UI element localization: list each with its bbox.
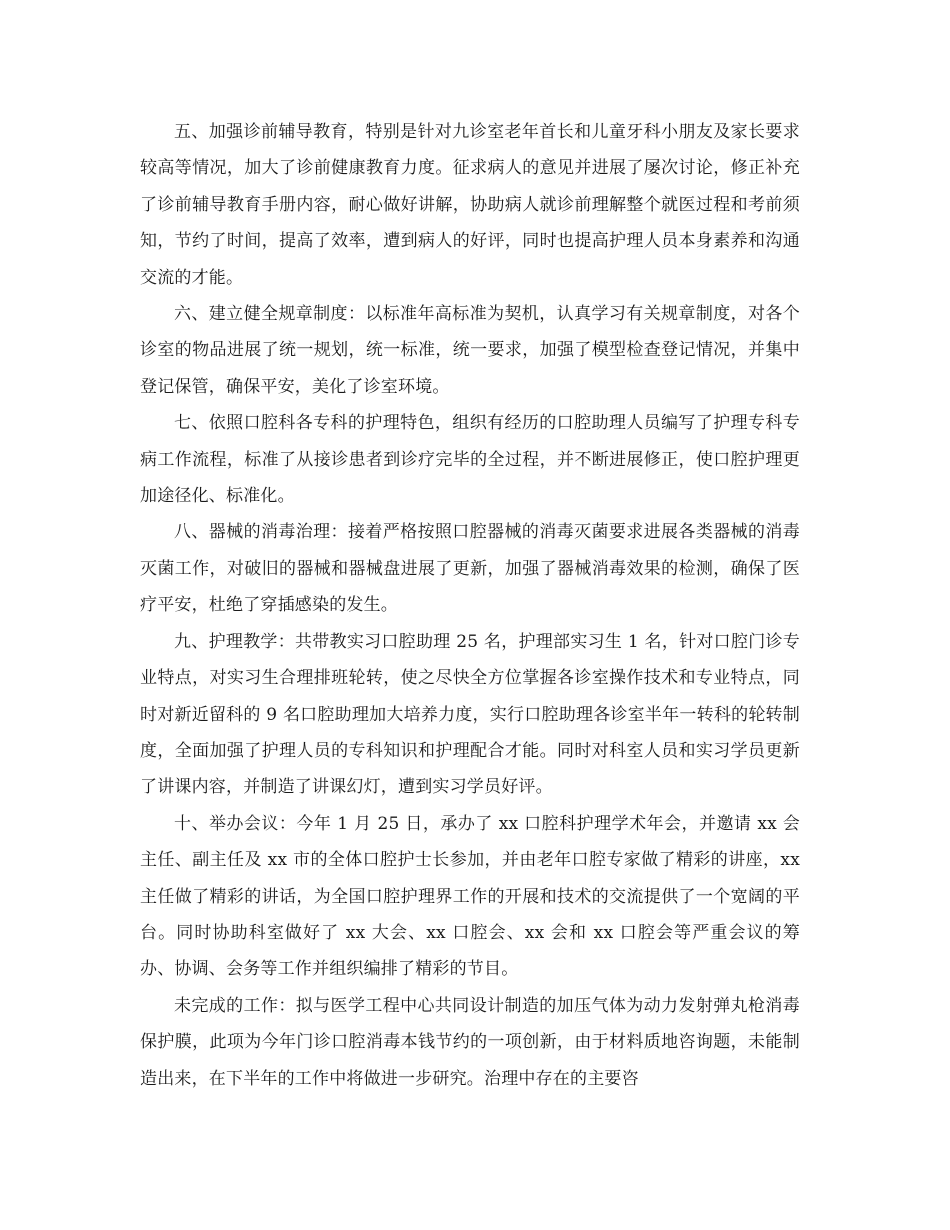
paragraph-6-rules-system: 六、建立健全规章制度：以标准年高标准为契机，认真学习有关规章制度，对各个诊室的物品进展了统一规划，统一标准，统一要求，加强了模型检查登记情况，并集中登记保管，确保平安，美化了诊室环境。 (140, 304, 800, 397)
paragraph-8-instrument-disinfection: 八、器械的消毒治理：接着严格按照口腔器械的消毒灭菌要求进展各类器械的消毒灭菌工作，对破旧的器械和器械盘进展了更新，加强了器械消毒效果的检测，确保了医疗平安，杜绝了穿插感染的发生。 (140, 522, 800, 616)
paragraph-7-nursing-workflow: 七、依照口腔科各专科的护理特色，组织有经历的口腔助理人员编写了护理专科专病工作流程，标准了从接诊患者到诊疗完毕的全过程，并不断进展修正，使口腔护理更加途径化、标准化。 (140, 413, 800, 507)
paragraph-9-nursing-teaching: 九、护理教学：共带教实习口腔助理 25 名，护理部实习生 1 名，针对口腔门诊专业特点，对实习生合理排班轮转，使之尽快全方位掌握各诊室操作技术和专业特点，同时对新近留科的 9 名口腔助理加大培养力度，实行口腔助理各诊室半年一转科的轮转制度，全面加强了护理人员的专科知识和护理配合才能。同时对科室人员和实习学员更新了讲课内容，并制造了讲课幻灯，遭到实习学员好评。 (140, 631, 800, 798)
paragraph-10-conference: 十、举办会议：今年 1 月 25 日，承办了 xx 口腔科护理学术年会，并邀请 xx 会主任、副主任及 xx 市的全体口腔护士长参加，并由老年口腔专家做了精彩的讲座，xx 主任做了精彩的讲话，为全国口腔护理界工作的开展和技术的交流提供了一个宽阔的平台。同时协助科室做好了 xx 大会、xx 口腔会、xx 会和 xx 口腔会等严重会议的筹办、协调、会务等工作并组织编排了精彩的节目。 (140, 813, 800, 980)
document-body (140, 114, 800, 1097)
paragraph-unfinished-work: 未完成的工作：拟与医学工程中心共同设计制造的加压气体为动力发射弹丸枪消毒保护膜，此项为今年门诊口腔消毒本钱节约的一项创新，由于材料质地咨询题，未能制造出来，在下半年的工作中将做进一步研究。治理中存在的主要咨 (140, 995, 800, 1089)
paragraph-5-pre-visit-education: 五、加强诊前辅导教育，特别是针对九诊室老年首长和儿童牙科小朋友及家长要求较高等情况，加大了诊前健康教育力度。征求病人的意见并进展了屡次讨论，修正补充了诊前辅导教育手册内容，耐心做好讲解，协助病人就诊前理解整个就医过程和考前须知，节约了时间，提高了效率，遭到病人的好评，同时也提高护理人员本身素养和沟通交流的才能。 (140, 122, 800, 288)
